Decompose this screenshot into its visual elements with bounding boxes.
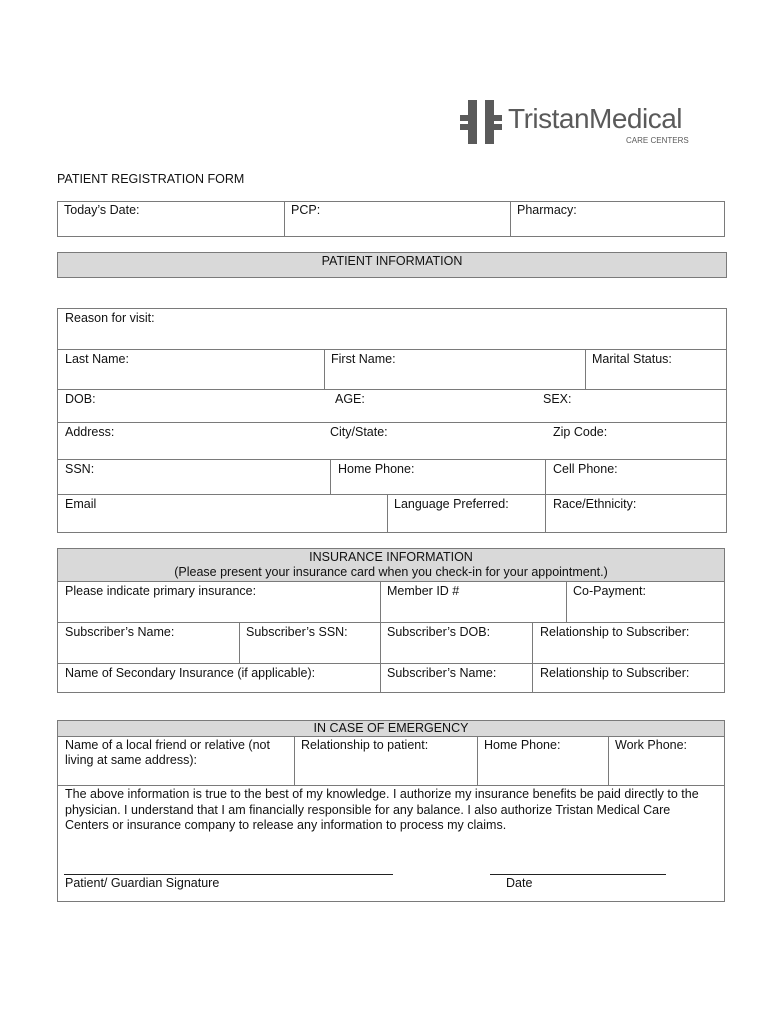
relationship-to-patient-field[interactable] [295, 754, 476, 784]
first-name-field[interactable] [325, 368, 584, 388]
co-payment-field[interactable] [567, 600, 724, 621]
home-phone-field[interactable] [331, 478, 544, 493]
subscriber-dob-field[interactable] [381, 641, 531, 662]
primary-insurance-label: Please indicate primary insurance: [65, 584, 257, 598]
signature-label: Patient/ Guardian Signature [65, 876, 220, 890]
address-field[interactable] [118, 423, 323, 458]
subscriber-name-field[interactable] [58, 641, 238, 662]
logo [460, 98, 705, 148]
member-id-field[interactable] [381, 600, 565, 621]
todays-date-label: Today’s Date: [64, 203, 140, 217]
signature-line[interactable] [64, 874, 393, 875]
dob-field[interactable] [100, 390, 325, 421]
race-ethnicity-field[interactable] [546, 513, 726, 532]
language-preferred-field[interactable] [388, 513, 544, 532]
emergency-home-phone-field[interactable] [478, 754, 607, 784]
subscriber-ssn-label: Subscriber’s SSN: [246, 625, 348, 639]
subscriber-name-label: Subscriber’s Name: [65, 625, 175, 639]
pharmacy-label: Pharmacy: [517, 203, 577, 217]
age-field[interactable] [370, 390, 535, 421]
ssn-label: SSN: [65, 462, 95, 476]
relationship-to-patient-label: Relationship to patient: [301, 738, 429, 752]
cross-logo-icon [460, 100, 502, 144]
home-phone-label: Home Phone: [338, 462, 415, 476]
logo-brand-text: TristanMedical [508, 103, 683, 134]
relationship-to-subscriber-label: Relationship to Subscriber: [540, 625, 690, 639]
secondary-insurance-field[interactable] [58, 680, 379, 692]
zip-code-label: Zip Code: [553, 425, 608, 439]
address-label: Address: [65, 425, 115, 439]
date-line[interactable] [490, 874, 666, 875]
co-payment-label: Co-Payment: [573, 584, 646, 598]
todays-date-field[interactable] [58, 218, 283, 236]
pharmacy-field[interactable] [511, 218, 724, 236]
secondary-insurance-label: Name of Secondary Insurance (if applicable): [65, 666, 316, 680]
subscriber-ssn-field[interactable] [240, 641, 379, 662]
sex-label: SEX: [543, 392, 572, 406]
emergency-home-phone-label: Home Phone: [484, 738, 561, 752]
relationship-to-subscriber-field[interactable] [533, 641, 724, 662]
marital-status-label: Marital Status: [592, 352, 672, 366]
marital-status-field[interactable] [586, 368, 726, 388]
city-state-field[interactable] [392, 423, 542, 458]
emergency-work-phone-label: Work Phone: [615, 738, 688, 752]
emergency-work-phone-field[interactable] [609, 754, 724, 784]
subscriber-name-2-field[interactable] [381, 680, 531, 692]
local-friend-label-line1: Name of a local friend or relative (not [65, 738, 270, 752]
age-label: AGE: [335, 392, 365, 406]
insurance-header-line2: (Please present your insurance card when you check-in for your appointment.) [174, 565, 608, 579]
relationship-to-subscriber-2-field[interactable] [533, 680, 724, 692]
patient-info-header-text: PATIENT INFORMATION [321, 254, 463, 268]
zip-code-field[interactable] [612, 423, 725, 458]
authorization-text: The above information is true to the best of my knowledge. I authorize my insurance benefits be paid directly to the physician. I understand that I am financially responsible for any balance. I also authorize Tristan Medical Care Centers or insurance company to release any information to process my claims. [65, 787, 699, 832]
sex-field[interactable] [575, 390, 725, 421]
email-field[interactable] [58, 513, 386, 532]
language-preferred-label: Language Preferred: [394, 497, 509, 511]
reason-for-visit-field[interactable] [170, 310, 725, 348]
logo-sub-text: CARE CENTERS [626, 136, 689, 145]
city-state-label: City/State: [330, 425, 388, 439]
pcp-label: PCP: [291, 203, 321, 217]
dob-label: DOB: [65, 392, 96, 406]
cell-phone-label: Cell Phone: [553, 462, 618, 476]
reason-for-visit-label: Reason for visit: [65, 311, 155, 325]
subscriber-dob-label: Subscriber’s DOB: [387, 625, 491, 639]
pcp-field[interactable] [285, 218, 509, 236]
last-name-label: Last Name: [65, 352, 129, 366]
local-friend-label-line2: living at same address): [65, 753, 198, 767]
first-name-label: First Name: [331, 352, 396, 366]
last-name-field[interactable] [58, 368, 323, 388]
insurance-header-line1: INSURANCE INFORMATION [309, 550, 473, 564]
race-ethnicity-label: Race/Ethnicity: [553, 497, 637, 511]
email-label: Email [65, 497, 97, 511]
form-title: PATIENT REGISTRATION FORM [57, 172, 245, 186]
cell-phone-field[interactable] [546, 478, 726, 493]
ssn-field[interactable] [95, 460, 329, 493]
date-label: Date [506, 876, 533, 890]
subscriber-name-2-label: Subscriber’s Name: [387, 666, 497, 680]
member-id-label: Member ID # [387, 584, 460, 598]
primary-insurance-field[interactable] [58, 600, 379, 621]
emergency-header-text: IN CASE OF EMERGENCY [313, 721, 469, 735]
relationship-to-subscriber-2-label: Relationship to Subscriber: [540, 666, 690, 680]
local-friend-field[interactable] [58, 769, 293, 784]
